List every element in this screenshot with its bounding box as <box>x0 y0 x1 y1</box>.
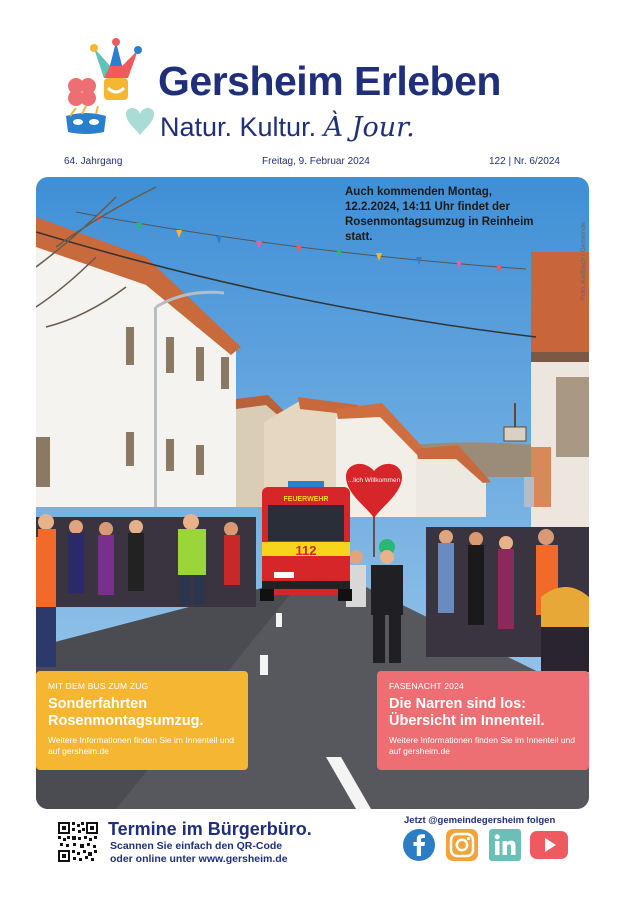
instagram-icon[interactable] <box>446 829 478 861</box>
hero-caption: Auch kommenden Montag, 12.2.2024, 14:11 Uhr findet der Rosenmontagsumzug in Reinheim statt. <box>345 186 534 243</box>
brand-tagline <box>160 112 415 143</box>
tagline-plain: Natur. Kultur. <box>160 112 324 142</box>
brand-title: Gersheim Erleben <box>158 58 501 104</box>
teaser-body: Weitere Informationen finden Sie im Innenteil und auf gersheim.de <box>48 735 235 756</box>
qr-code[interactable] <box>58 822 98 862</box>
facebook-icon[interactable] <box>403 829 435 861</box>
issue-number: 122 | Nr. 6/2024 <box>489 156 560 167</box>
teaser-body: Weitere Informationen finden Sie im Innenteil und auf gersheim.de <box>389 735 576 756</box>
footer-line-qr: Scannen Sie einfach den QR-Code <box>110 840 283 852</box>
volume-label: 64. Jahrgang <box>64 156 123 167</box>
heart-sign-text: ...lich Willkommen <box>347 477 401 484</box>
teaser-kicker: FASENACHT 2024 <box>389 681 464 691</box>
truck-label: FEUERWEHR <box>283 496 329 503</box>
teaser-kicker: MIT DEM BUS ZUM ZUG <box>48 681 149 691</box>
teaser-box-bus[interactable] <box>36 671 248 770</box>
jester-logo <box>64 36 156 146</box>
issue-date: Freitag, 9. Februar 2024 <box>262 156 370 167</box>
social-label: Jetzt @gemeindegersheim folgen <box>404 815 556 826</box>
truck-number: 112 <box>295 543 317 558</box>
teaser-headline: Die Narren sind los: Übersicht im Innenteil. <box>389 696 545 729</box>
teaser-headline: Sonderfahrten Rosenmontagsumzug. <box>48 696 204 729</box>
tagline-script: À Jour. <box>323 112 415 143</box>
teaser-box-fasenacht[interactable] <box>377 671 589 770</box>
photo-credit: Foto: Karlbach / Gemeinde <box>580 222 587 300</box>
linkedin-icon[interactable] <box>489 829 521 861</box>
youtube-icon[interactable] <box>530 829 568 861</box>
footer-line-website: oder online unter www.gersheim.de <box>110 853 288 865</box>
footer-title: Termine im Bürgerbüro. <box>108 819 312 839</box>
